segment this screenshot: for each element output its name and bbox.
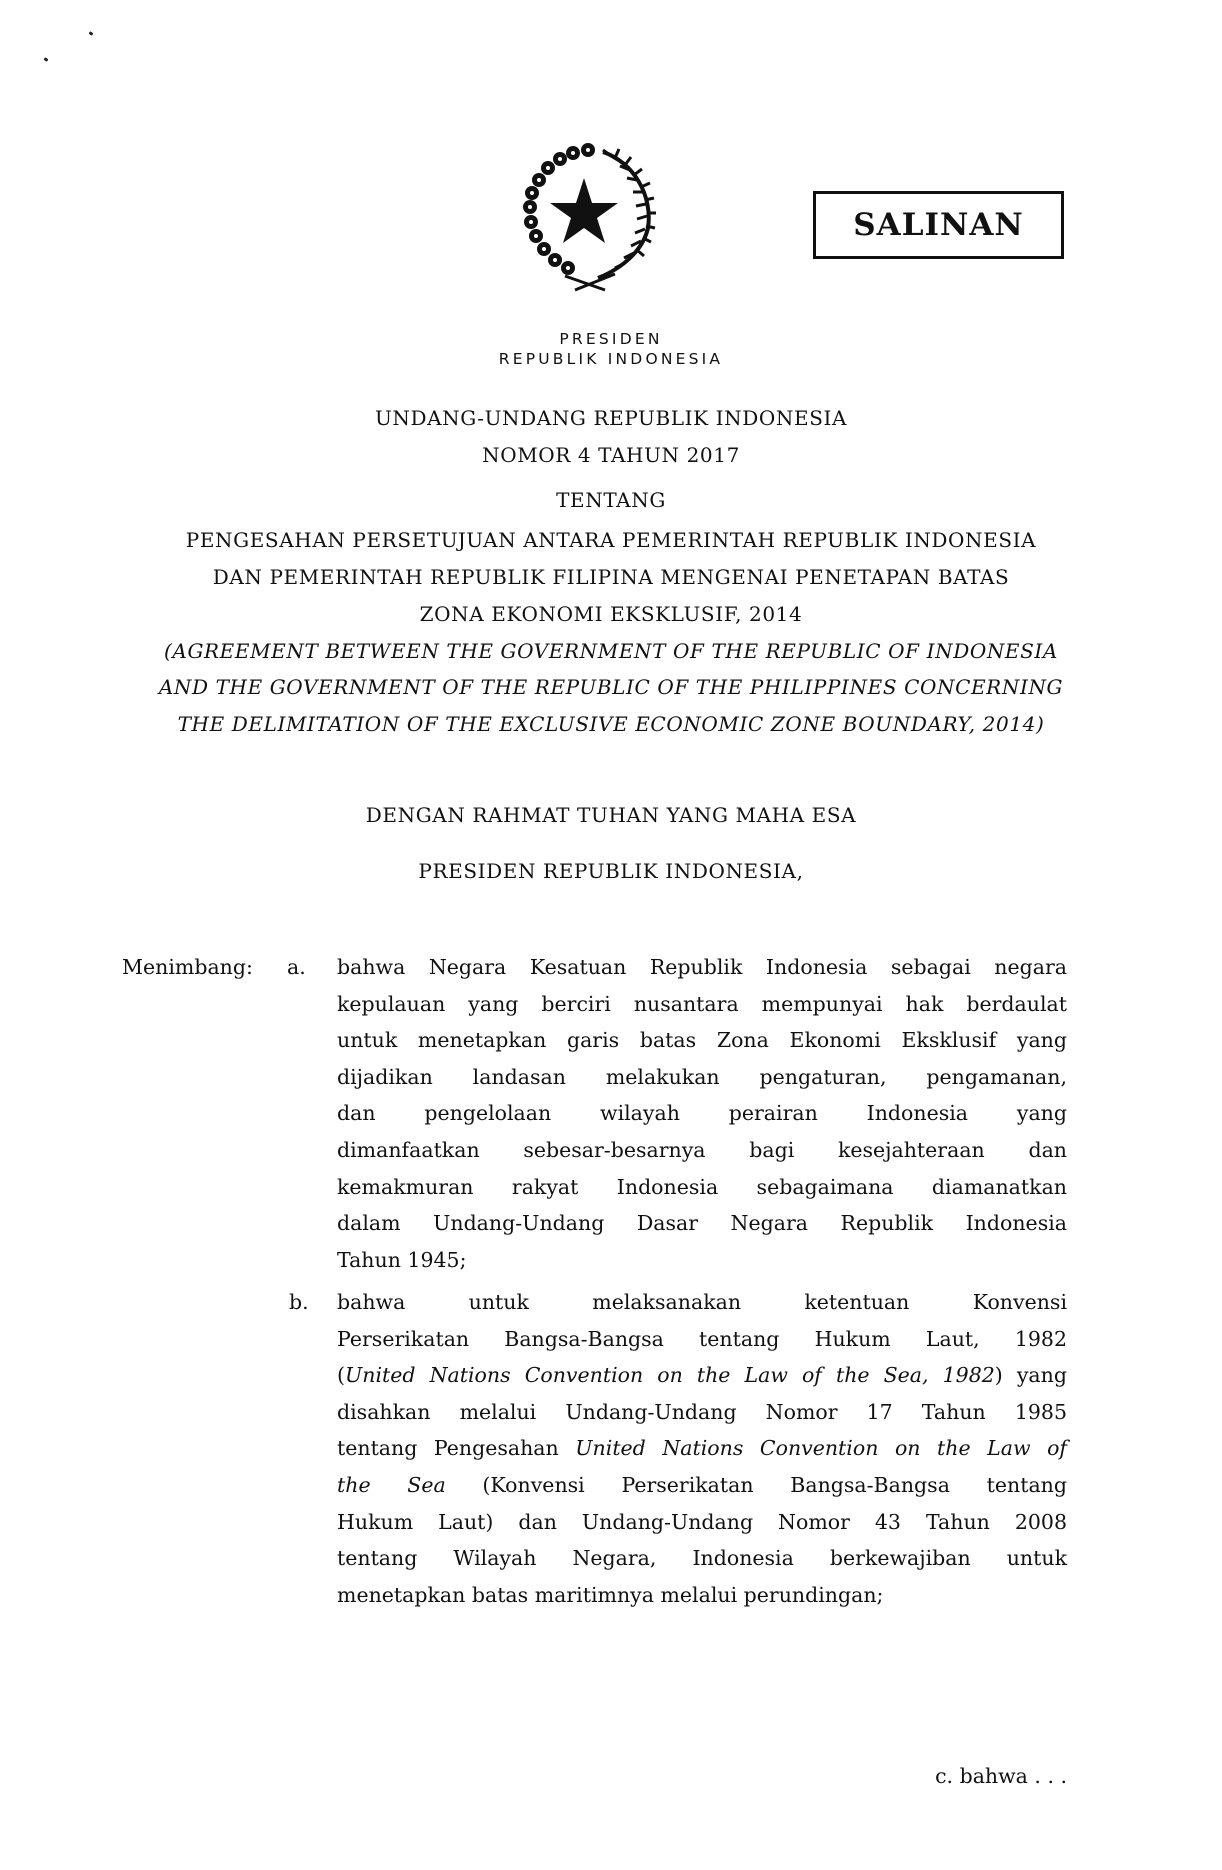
considerations-label: Menimbang: <box>122 955 253 979</box>
law-number: NOMOR 4 TAHUN 2017 <box>482 443 740 467</box>
text-fragment: tentang Pengesahan <box>337 1436 576 1461</box>
text-fragment: ( <box>337 1363 345 1388</box>
office-line-presiden: PRESIDEN <box>559 330 663 348</box>
text-line: dimanfaatkan sebesar-besarnya bagi kesejahteraan dan <box>337 1137 1067 1162</box>
item-marker-a: a. <box>287 955 306 979</box>
presidential-seal-icon <box>503 140 663 292</box>
text-line-mixed <box>337 1473 1067 1510</box>
text-line: kepulauan yang berciri nusantara mempunyai hak berdaulat <box>337 991 1067 1016</box>
consideration-b <box>337 1290 1067 1619</box>
italic-fragment: the Sea <box>337 1472 446 1497</box>
page-continuation: c. bahwa . . . <box>935 1764 1067 1788</box>
salinan-label: SALINAN <box>853 207 1024 243</box>
scan-speck <box>44 57 49 62</box>
text-line-mixed <box>337 1363 1067 1400</box>
text-fragment: (Konvensi Perserikatan Bangsa-Bangsa tentang <box>445 1472 1067 1497</box>
issuer: PRESIDEN REPUBLIK INDONESIA, <box>418 859 804 883</box>
subject-line-3: ZONA EKONOMI EKSKLUSIF, 2014 <box>419 602 803 626</box>
text-line: dalam Undang-Undang Dasar Negara Republik Indonesia <box>337 1211 1067 1236</box>
english-title-line-3: THE DELIMITATION OF THE EXCLUSIVE ECONOMIC ZONE BOUNDARY, 2014) <box>177 712 1045 736</box>
text-line: dijadikan landasan melakukan pengaturan, pengamanan, <box>337 1064 1067 1089</box>
consideration-a <box>337 955 1067 1284</box>
scan-speck <box>89 31 94 36</box>
invocation: DENGAN RAHMAT TUHAN YANG MAHA ESA <box>365 803 857 827</box>
text-line: bahwa Negara Kesatuan Republik Indonesia sebagai negara <box>337 955 1067 979</box>
text-line: Tahun 1945; <box>337 1247 467 1272</box>
text-line: menetapkan batas maritimnya melalui perundingan; <box>337 1582 884 1607</box>
text-line: kemakmuran rakyat Indonesia sebagaimana diamanatkan <box>337 1174 1067 1199</box>
text-line: tentang Wilayah Negara, Indonesia berkewajiban untuk <box>337 1546 1067 1571</box>
italic-fragment: United Nations Convention on the Law of <box>575 1436 1067 1461</box>
text-line: dan pengelolaan wilayah perairan Indonesia yang <box>337 1101 1067 1126</box>
text-fragment: ) yang <box>994 1363 1067 1388</box>
text-line: Perserikatan Bangsa-Bangsa tentang Hukum Laut, 1982 <box>337 1326 1067 1351</box>
subject-line-1: PENGESAHAN PERSETUJUAN ANTARA PEMERINTAH REPUBLIK INDONESIA <box>185 528 1037 552</box>
office-line-republik: REPUBLIK INDONESIA <box>498 350 724 368</box>
italic-fragment: United Nations Convention on the Law of the Sea, 1982 <box>345 1363 995 1388</box>
text-line: Hukum Laut) dan Undang-Undang Nomor 43 Tahun 2008 <box>337 1509 1067 1534</box>
english-title-line-2: AND THE GOVERNMENT OF THE REPUBLIC OF THE PHILIPPINES CONCERNING <box>158 675 1064 699</box>
text-line: bahwa untuk melaksanakan ketentuan Konvensi <box>337 1290 1067 1314</box>
text-line: disahkan melalui Undang-Undang Nomor 17 Tahun 1985 <box>337 1399 1067 1424</box>
law-about: TENTANG <box>556 488 666 512</box>
text-line: untuk menetapkan garis batas Zona Ekonomi Eksklusif yang <box>337 1028 1067 1053</box>
law-type: UNDANG-UNDANG REPUBLIK INDONESIA <box>374 406 848 430</box>
english-title-line-1: (AGREEMENT BETWEEN THE GOVERNMENT OF THE REPUBLIC OF INDONESIA <box>164 639 1058 663</box>
text-line-mixed <box>337 1436 1067 1473</box>
item-marker-b: b. <box>289 1290 309 1314</box>
salinan-stamp <box>813 191 1064 259</box>
subject-line-2: DAN PEMERINTAH REPUBLIK FILIPINA MENGENAI PENETAPAN BATAS <box>212 565 1010 589</box>
